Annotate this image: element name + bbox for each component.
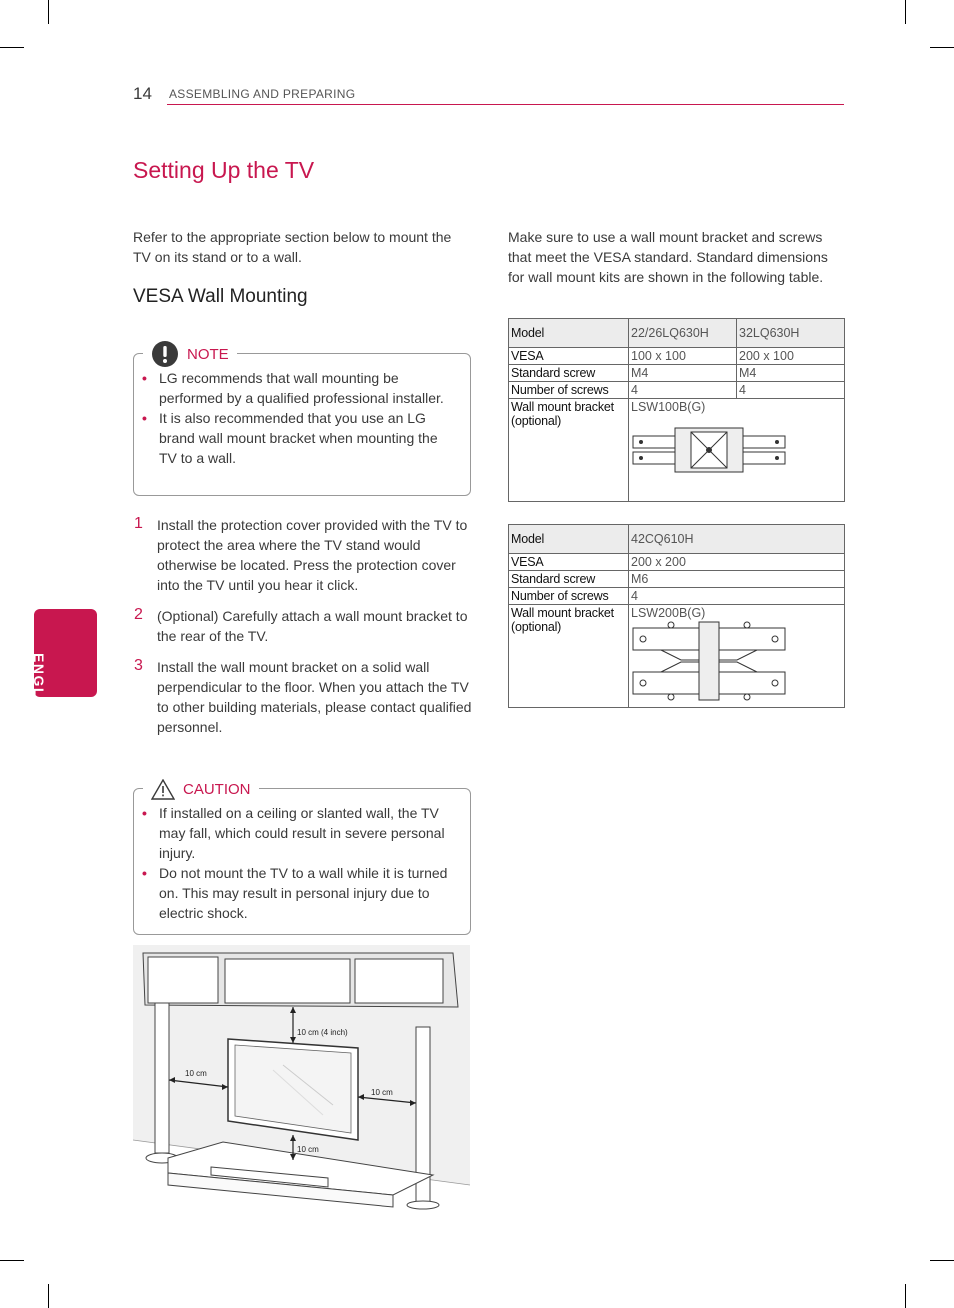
language-tab: [31, 609, 97, 726]
step-text: Install the protection cover provided with the TV to protect the area where the TV stand would otherwise be located. Press the protection cover into the TV until you hear it click.: [157, 517, 468, 593]
table-row: [509, 319, 845, 348]
bracket-model: LSW200B(G): [631, 606, 706, 620]
table-row: [509, 399, 845, 502]
table-cell: [629, 399, 845, 502]
crop-mark: [930, 1260, 954, 1261]
table-cell: 100 x 100: [629, 348, 737, 365]
note-box: [133, 345, 471, 496]
step-text: Install the wall mount bracket on a solid wall perpendicular to the floor. When you attach the TV to other building materials, please contact qualified personnel.: [157, 659, 472, 735]
crop-mark: [905, 1284, 906, 1308]
table-row: [509, 525, 845, 554]
caution-label-text: CAUTION: [183, 781, 251, 798]
page-number: 14: [133, 84, 152, 103]
exclamation-icon: [151, 340, 179, 368]
table-cell: Number of screws: [509, 382, 629, 399]
table-row: [509, 605, 845, 708]
table-cell: 200 x 100: [737, 348, 845, 365]
table-cell: 4: [737, 382, 845, 399]
table-cell: Standard screw: [509, 571, 629, 588]
page-title: Setting Up the TV: [133, 157, 315, 183]
vesa-heading: VESA Wall Mounting: [133, 286, 308, 307]
table-cell: M6: [629, 571, 845, 588]
step-item: [134, 515, 472, 595]
table-cell: 4: [629, 588, 845, 605]
crop-mark: [905, 0, 906, 24]
warning-icon: [151, 779, 175, 800]
crop-mark: [48, 0, 49, 24]
bottom-clearance-label: 10 cm: [297, 1145, 319, 1154]
table-cell: M4: [629, 365, 737, 382]
list-item: • It is also recommended that you use an LG brand wall mount bracket when mounting the TV to a wall.: [134, 408, 452, 468]
table-row: [509, 588, 845, 605]
step-item: [134, 606, 472, 646]
list-item: • LG recommends that wall mounting be performed by a qualified professional installer.: [134, 368, 452, 408]
table-cell: [629, 605, 845, 708]
table-row: [509, 382, 845, 399]
table-cell: Model: [509, 319, 629, 348]
bracket-lsw200-image: [631, 620, 787, 702]
wall-mount-illustration: [133, 945, 470, 1210]
table-cell: VESA: [509, 348, 629, 365]
note-label: [143, 340, 237, 368]
step-item: [134, 657, 472, 737]
spec-table-2: [508, 524, 845, 708]
table-cell: 42CQ610H: [629, 525, 845, 554]
table-cell: 32LQ630H: [737, 319, 845, 348]
table-cell: Standard screw: [509, 365, 629, 382]
table-cell: 200 x 200: [629, 554, 845, 571]
intro-text: Refer to the appropriate section below to mount the TV on its stand or to a wall.: [133, 229, 452, 265]
caution-list: [134, 803, 452, 923]
table-cell: Number of screws: [509, 588, 629, 605]
table-row: [509, 348, 845, 365]
step-number: 1: [134, 515, 143, 532]
note-label-text: NOTE: [187, 345, 229, 363]
list-item: • Do not mount the TV to a wall while it is turned on. This may result in personal injury due to electric shock.: [134, 863, 452, 923]
table-cell: Wall mount bracket (optional): [509, 605, 629, 708]
table-cell: 4: [629, 382, 737, 399]
crop-mark: [0, 1260, 24, 1261]
caution-box: [133, 781, 471, 935]
top-clearance-label: 10 cm (4 inch): [297, 1028, 348, 1037]
caution-label: [143, 779, 259, 800]
right-clearance-label: 10 cm: [371, 1088, 393, 1097]
crop-mark: [48, 1284, 49, 1308]
header-divider: [167, 104, 844, 105]
bracket-model: LSW100B(G): [631, 400, 706, 414]
step-text: (Optional) Carefully attach a wall mount bracket to the rear of the TV.: [157, 608, 468, 644]
crop-mark: [0, 47, 24, 48]
table-cell: M4: [737, 365, 845, 382]
spec-table-1: [508, 318, 845, 502]
list-item: • If installed on a ceiling or slanted wall, the TV may fall, which could result in severe personal injury.: [134, 803, 452, 863]
table-cell: Wall mount bracket (optional): [509, 399, 629, 502]
table-cell: 22/26LQ630H: [629, 319, 737, 348]
table-cell: VESA: [509, 554, 629, 571]
table-row: [509, 571, 845, 588]
right-intro-text: Make sure to use a wall mount bracket and screws that meet the VESA standard. Standard dimensions for wall mount kits are shown in the following table.: [508, 229, 828, 285]
bracket-lsw100-image: [631, 420, 787, 476]
note-list: [134, 368, 452, 468]
section-title: ASSEMBLING AND PREPARING: [169, 87, 356, 101]
left-clearance-label: 10 cm: [185, 1069, 207, 1078]
step-number: 3: [134, 657, 143, 674]
steps-list: [134, 515, 472, 748]
language-tab-label: ENGLISH: [31, 653, 47, 726]
step-number: 2: [134, 606, 143, 623]
table-row: [509, 365, 845, 382]
table-cell: Model: [509, 525, 629, 554]
crop-mark: [930, 47, 954, 48]
table-row: [509, 554, 845, 571]
